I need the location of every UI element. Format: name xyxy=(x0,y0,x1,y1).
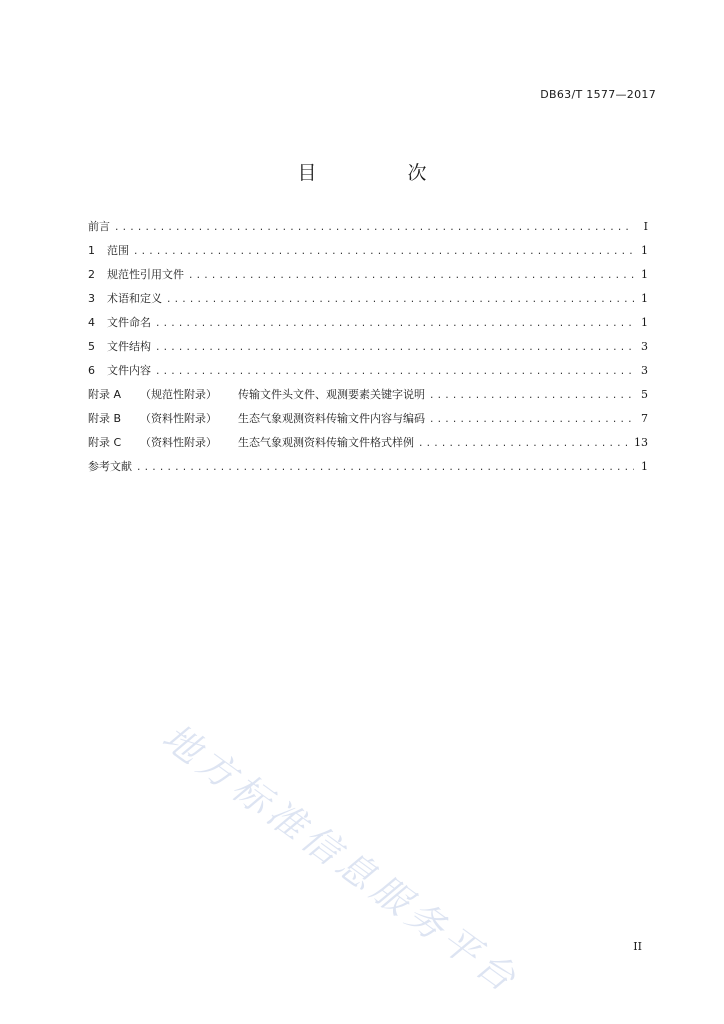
toc-entry-title: 生态气象观测资料传输文件内容与编码 xyxy=(238,412,425,425)
toc-entry-title: 文件结构 xyxy=(107,340,151,353)
appendix-label: 附录 A xyxy=(88,388,122,401)
toc-entry-number: 6 xyxy=(88,364,95,377)
toc-entry-title: 文件内容 xyxy=(107,364,151,377)
toc-entry-title: 传输文件头文件、观测要素关键字说明 xyxy=(238,388,425,401)
toc-entry-page: 1 xyxy=(641,244,648,257)
toc-entry-title: 规范性引用文件 xyxy=(107,268,184,281)
dot-leader xyxy=(429,391,634,401)
toc-entry-file-structure[interactable] xyxy=(88,338,648,362)
toc-entry-page: 1 xyxy=(641,316,648,329)
toc-entry-page: I xyxy=(643,220,648,233)
toc-entry-page: 1 xyxy=(641,268,648,281)
toc-entry-page: 5 xyxy=(641,388,648,401)
dot-leader xyxy=(188,271,634,281)
dot-leader xyxy=(155,319,634,329)
toc-entry-number: 5 xyxy=(88,340,95,353)
toc-entry-number: 4 xyxy=(88,316,95,329)
toc-entry-title: 文件命名 xyxy=(107,316,151,329)
toc-entry-page: 1 xyxy=(641,292,648,305)
toc-entry-number: 2 xyxy=(88,268,95,281)
toc-entry-title: 术语和定义 xyxy=(107,292,162,305)
dot-leader xyxy=(133,247,634,257)
table-of-contents xyxy=(88,218,648,482)
page-number: II xyxy=(633,940,642,953)
toc-entry-scope[interactable] xyxy=(88,242,648,266)
appendix-kind: （资料性附录） xyxy=(140,412,217,425)
toc-entry-page: 7 xyxy=(641,412,648,425)
toc-entry-title: 范围 xyxy=(107,244,129,257)
toc-entry-title: 生态气象观测资料传输文件格式样例 xyxy=(238,436,414,449)
toc-entry-file-naming[interactable] xyxy=(88,314,648,338)
appendix-label: 附录 C xyxy=(88,436,122,449)
toc-entry-appendix-b[interactable] xyxy=(88,410,648,434)
toc-entry-number: 3 xyxy=(88,292,95,305)
toc-entry-title: 前言 xyxy=(88,220,110,233)
document-id: DB63/T 1577—2017 xyxy=(540,88,656,101)
toc-entry-appendix-c[interactable] xyxy=(88,434,648,458)
page-title: 目 次 xyxy=(297,162,463,184)
appendix-label: 附录 B xyxy=(88,412,122,425)
appendix-kind: （规范性附录） xyxy=(140,388,217,401)
dot-leader xyxy=(418,439,628,449)
watermark: 地方标准信息服务平台 xyxy=(154,715,528,1003)
toc-entry-appendix-a[interactable] xyxy=(88,386,648,410)
dot-leader xyxy=(155,343,634,353)
toc-entry-title: 参考文献 xyxy=(88,460,132,473)
toc-entry-normative-references[interactable] xyxy=(88,266,648,290)
toc-entry-file-content[interactable] xyxy=(88,362,648,386)
dot-leader xyxy=(429,415,634,425)
dot-leader xyxy=(136,463,634,473)
toc-entry-page: 13 xyxy=(634,436,648,449)
toc-entry-page: 3 xyxy=(641,340,648,353)
dot-leader xyxy=(155,367,634,377)
dot-leader xyxy=(114,223,634,233)
toc-entry-page: 3 xyxy=(641,364,648,377)
dot-leader xyxy=(166,295,634,305)
toc-entry-preface[interactable] xyxy=(88,218,648,242)
appendix-kind: （资料性附录） xyxy=(140,436,217,449)
toc-entry-bibliography[interactable] xyxy=(88,458,648,482)
toc-entry-terms-definitions[interactable] xyxy=(88,290,648,314)
toc-entry-number: 1 xyxy=(88,244,95,257)
toc-entry-page: 1 xyxy=(641,460,648,473)
